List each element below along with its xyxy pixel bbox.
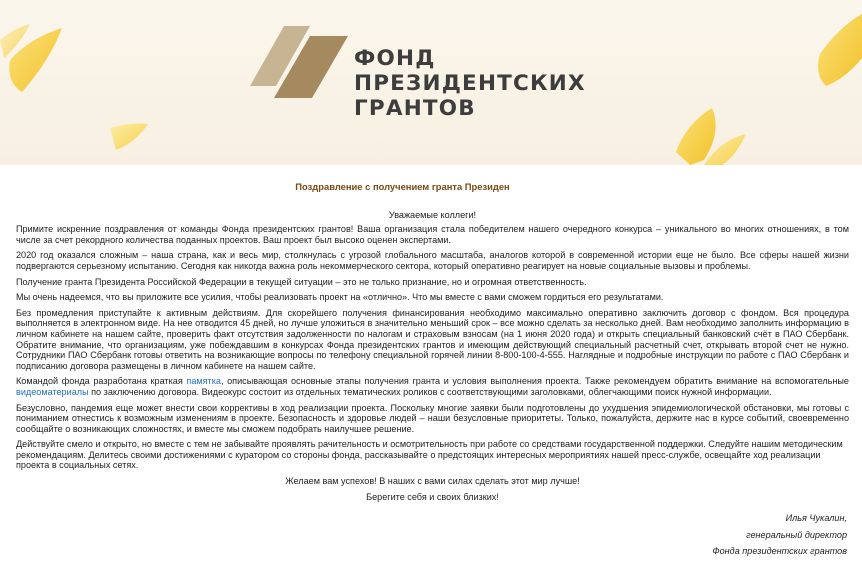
- paragraph: Примите искренние поздравления от команды Фонда президентских грантов! Ваша организация стала победителем нашего очередного конкурса – уникального во многих отношениях, в том числе за счет рекордного количества поданных проектов. Ваш проект был высоко оценен экспертами.: [16, 224, 849, 245]
- logo-line: ПРЕЗИДЕНТСКИХ: [354, 71, 586, 96]
- letter-body: [16, 182, 849, 563]
- paragraph: Мы очень надеемся, что вы приложите все усилия, чтобы реализовать проект на «отлично». Что мы вместе с вами сможем гордиться его результатами.: [16, 292, 664, 303]
- video-materials-link[interactable]: видеоматериалы: [16, 386, 89, 397]
- letter-title: Поздравление с получением гранта Президен: [295, 181, 510, 192]
- logo-line: ФОНД: [354, 46, 436, 71]
- memo-link[interactable]: памятка: [186, 376, 221, 387]
- signature-org: Фонда президентских грантов: [712, 546, 847, 557]
- fund-logo-text: [354, 46, 586, 121]
- greeting: Уважаемые коллеги!: [388, 209, 477, 220]
- header-banner: [0, 0, 862, 165]
- signature-name: Илья Чукалин,: [785, 513, 847, 524]
- wish-line: Желаем вам успехов! В наших с вами силах сделать этот мир лучше!: [285, 476, 580, 487]
- paragraph-text: по заключению договора. Видеокурс состоит из отдельных тематических роликов с соответствующими заголовками, облегчающими поиск нужной информации.: [88, 386, 772, 397]
- paragraph: Безусловно, пандемия еще может внести свои коррективы в ход реализации проекта. Поскольку многие заявки были подготовлены до ухудшения эпидемиологической обстановки, мы готовы с пониманием отнестись к возможным изменениям в проекте. Безопасность и здоровье людей – наши безусловные приоритеты. Только, пожалуйста, держите нас в курсе событий, своевременно сообщайте о возникающих сложностях, и вместе мы сможем подобрать наилучшее решение.: [16, 402, 849, 434]
- wish-line: Берегите себя и своих близких!: [366, 491, 499, 502]
- paragraph-text: , описывающая основные этапы получения гранта и условия выполнения проекта. Также рекомендуем обратить внимание на вспомогательные: [220, 376, 849, 387]
- logo-line: ГРАНТОВ: [354, 96, 476, 121]
- paragraph: [16, 376, 849, 397]
- paragraph: 2020 год оказался сложным – наша страна, как и весь мир, столкнулась с угрозой глобального масштаба, аналогов которой в современной истории еще не было. Все сферы нашей жизни подвергаются серьезному испытанию. Сегодня как никогда важна роль некоммерческого сектора, который оперативно реагирует на новые социальные вызовы и проблемы.: [16, 250, 849, 271]
- signature-role: генеральный директор: [746, 529, 847, 540]
- fund-logo-icon: [248, 26, 348, 98]
- paragraph: Получение гранта Президента Российской Федерации в текущей ситуации – это не только признание, но и огромная ответственность.: [16, 276, 587, 287]
- paragraph-text: Командой фонда разработана краткая: [16, 376, 187, 387]
- paragraph: Действуйте смело и открыто, но вместе с тем не забывайте проявлять рачительность и осмотрительность при работе со средствами государственной поддержки. Следуйте нашим методическим рекомендациям. Делитесь своими достижениями с куратором со стороны фонда, рассказывайте о предстоящих интересных мероприятиях нашей пресс-службе, освещайте ход реализации проекта в социальных сетях.: [16, 439, 843, 471]
- paragraph: Без промедления приступайте к активным действиям. Для скорейшего получения финансирования необходимо максимально оперативно заключить договор с фондом. Вся процедура выполняется в электронном виде. На нее отводится 45 дней, но лучше уложиться в значительно меньший срок – все можно сделать за несколько дней. Вам необходимо заполнить информацию в личном кабинете на нашем сайте, проверить факт отсутствия задолженности по налогам и страховым взносам (на 1 июня 2020 года) и открыть специальный банковский счёт в ПАО Сбербанк. Обратите внимание, что организациям, уже побеждавшим в конкурсах Фонда президентских грантов и имеющим действующий специальный расчетный счет, открывать второй счет не нужно. Сотрудники ПАО Сбербанк готовы ответить на возникающие вопросы по телефону специальной горячей линии 8-800-100-4-555. Наглядные и подробные инструкции по работе с ПАО Сбербанк и подписанию договора размещены в личном кабинете на нашем сайте.: [16, 307, 849, 371]
